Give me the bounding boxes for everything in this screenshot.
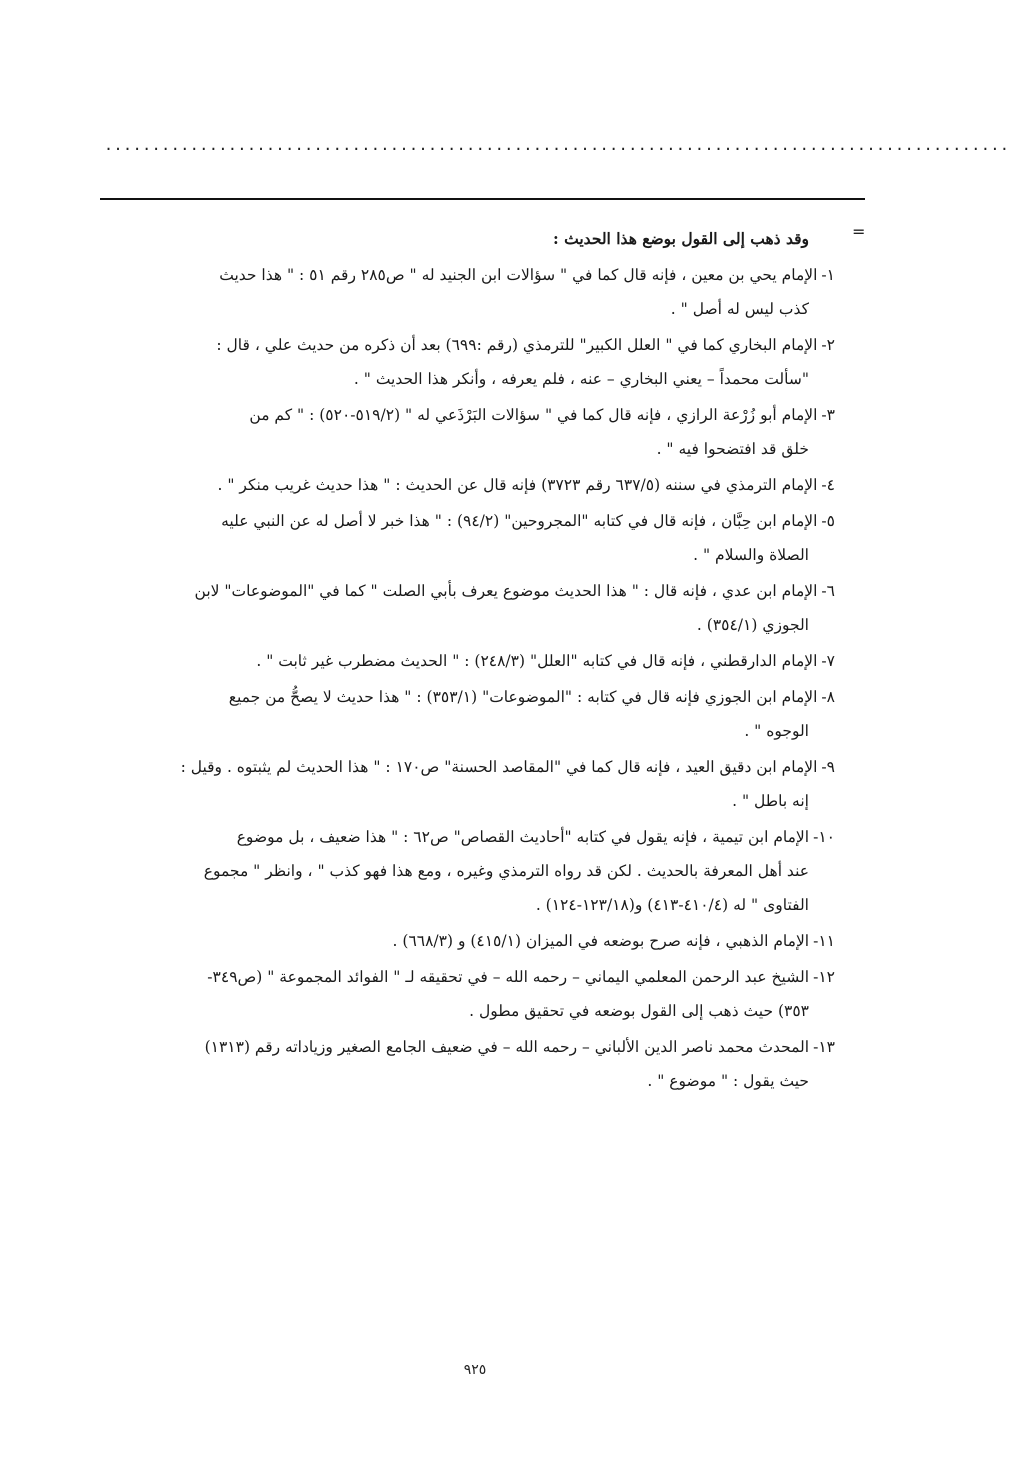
item-text-line: الوجوه " .	[744, 722, 809, 740]
item-text-line: الفتاوى " له (٤١٠/٤-٤١٣) و(١٢٣/١٨-١٢٤) .	[535, 896, 809, 914]
list-item	[100, 468, 835, 502]
item-number: ١٢-	[813, 968, 835, 986]
list-item	[100, 1030, 835, 1098]
item-number: ٩-	[821, 758, 835, 776]
item-text-line: الإمام ابن دقيق العيد ، فإنه قال كما في "المقاصد الحسنة" ص١٧٠ : " هذا الحديث لم يثبتوه . وقيل :	[180, 758, 818, 776]
list-item	[100, 924, 835, 958]
intro-heading: وقد ذهب إلى القول بوضع هذا الحديث :	[553, 229, 809, 248]
list-item	[100, 750, 835, 818]
item-number: ١٠-	[813, 828, 835, 846]
list-item	[100, 644, 835, 678]
item-text-line: الشيخ عبد الرحمن المعلمي اليماني – رحمه الله – في تحقيقه لـ " الفوائد المجموعة " (ص٣٤٩-	[207, 968, 810, 986]
scholar-list	[100, 258, 835, 1098]
item-text-line: الإمام الذهبي ، فإنه صرح بوضعه في الميزان (٤١٥/١) و (٦٦٨/٣) .	[392, 932, 810, 950]
list-item	[100, 820, 835, 922]
item-number: ١٣-	[813, 1038, 835, 1056]
item-number: ٤-	[821, 476, 835, 494]
item-text-line: "سألت محمداً – يعني البخاري – عنه ، فلم يعرفه ، وأنكر هذا الحديث " .	[353, 370, 809, 388]
list-item	[100, 680, 835, 748]
list-item	[100, 574, 835, 642]
list-item	[100, 258, 835, 326]
list-item	[100, 398, 835, 466]
item-text-line: الإمام أبو زُرْعة الرازي ، فإنه قال كما في " سؤالات البَرْذَعي له " (٥١٩/٢-٥٢٠) : " كم من	[249, 406, 818, 424]
item-text-line: الإمام الترمذي في سننه (٦٣٧/٥ رقم ٣٧٢٣) فإنه قال عن الحديث : " هذا حديث غريب منكر " .	[217, 476, 818, 494]
item-text-line: الإمام الدارقطني ، فإنه قال في كتابه "العلل" (٢٤٨/٣) : " الحديث مضطرب غير ثابت " .	[256, 652, 818, 670]
page-number: ٩٢٥	[463, 1362, 487, 1378]
item-text-line: الإمام ابن الجوزي فإنه قال في كتابه : "الموضوعات" (٣٥٣/١) : " هذا حديث لا يصحُّ من جميع	[228, 688, 818, 706]
item-number: ٧-	[821, 652, 835, 670]
item-number: ٦-	[821, 582, 835, 600]
list-item	[100, 328, 835, 396]
item-text-line: كذب ليس له أصل " .	[670, 300, 809, 318]
item-number: ٨-	[821, 688, 835, 706]
item-text-line: إنه باطل " .	[732, 792, 809, 810]
item-text-line: الإمام ابن حِبَّان ، فإنه قال في كتابه "المجروحين" (٩٤/٢) : " هذا خبر لا أصل له عن النبي عليه	[221, 512, 818, 530]
list-item	[100, 504, 835, 572]
footnote-divider-line	[100, 198, 865, 200]
item-text-line: الإمام البخاري كما في " العلل الكبير" للترمذي (رقم :٦٩٩) بعد أن ذكره من حديث علي ، قال :	[216, 336, 818, 354]
footnote-body	[100, 222, 835, 1100]
item-text-line: الصلاة والسلام " .	[693, 546, 809, 564]
item-text-line: ٣٥٣) حيث ذهب إلى القول بوضعه في تحقيق مطول .	[469, 1002, 809, 1020]
margin-equals-mark: =	[852, 222, 866, 241]
item-number: ١١-	[813, 932, 835, 950]
list-item	[100, 960, 835, 1028]
item-number: ٢-	[821, 336, 835, 354]
item-text-line: عند أهل المعرفة بالحديث . لكن قد رواه الترمذي وغيره ، ومع هذا فهو كذب " ، وانظر " مجموع	[203, 862, 809, 880]
item-number: ١-	[821, 266, 835, 284]
footnote-dotted-separator: ...............................................................................................	[104, 136, 1009, 154]
item-text-line: المحدث محمد ناصر الدين الألباني – رحمه الله – في ضعيف الجامع الصغير وزياداته رقم (١٣١٣)	[204, 1038, 810, 1056]
item-text-line: خلق قد افتضحوا فيه " .	[656, 440, 809, 458]
item-text-line: الإمام يحي بن معين ، فإنه قال كما في " سؤالات ابن الجنيد له " ص٢٨٥ رقم ٥١ : " هذا حديث	[219, 266, 818, 284]
item-number: ٣-	[821, 406, 835, 424]
item-text-line: الجوزي (٣٥٤/١) .	[696, 616, 809, 634]
item-number: ٥-	[821, 512, 835, 530]
item-text-line: حيث يقول : " موضوع " .	[647, 1072, 809, 1090]
item-text-line: الإمام ابن عدي ، فإنه قال : " هذا الحديث موضوع يعرف بأبي الصلت " كما في "الموضوعات" لابن	[194, 582, 818, 600]
item-text-line: الإمام ابن تيمية ، فإنه يقول في كتابه "أحاديث القصاص" ص٦٢ : " هذا ضعيف ، بل موضوع	[236, 828, 810, 846]
